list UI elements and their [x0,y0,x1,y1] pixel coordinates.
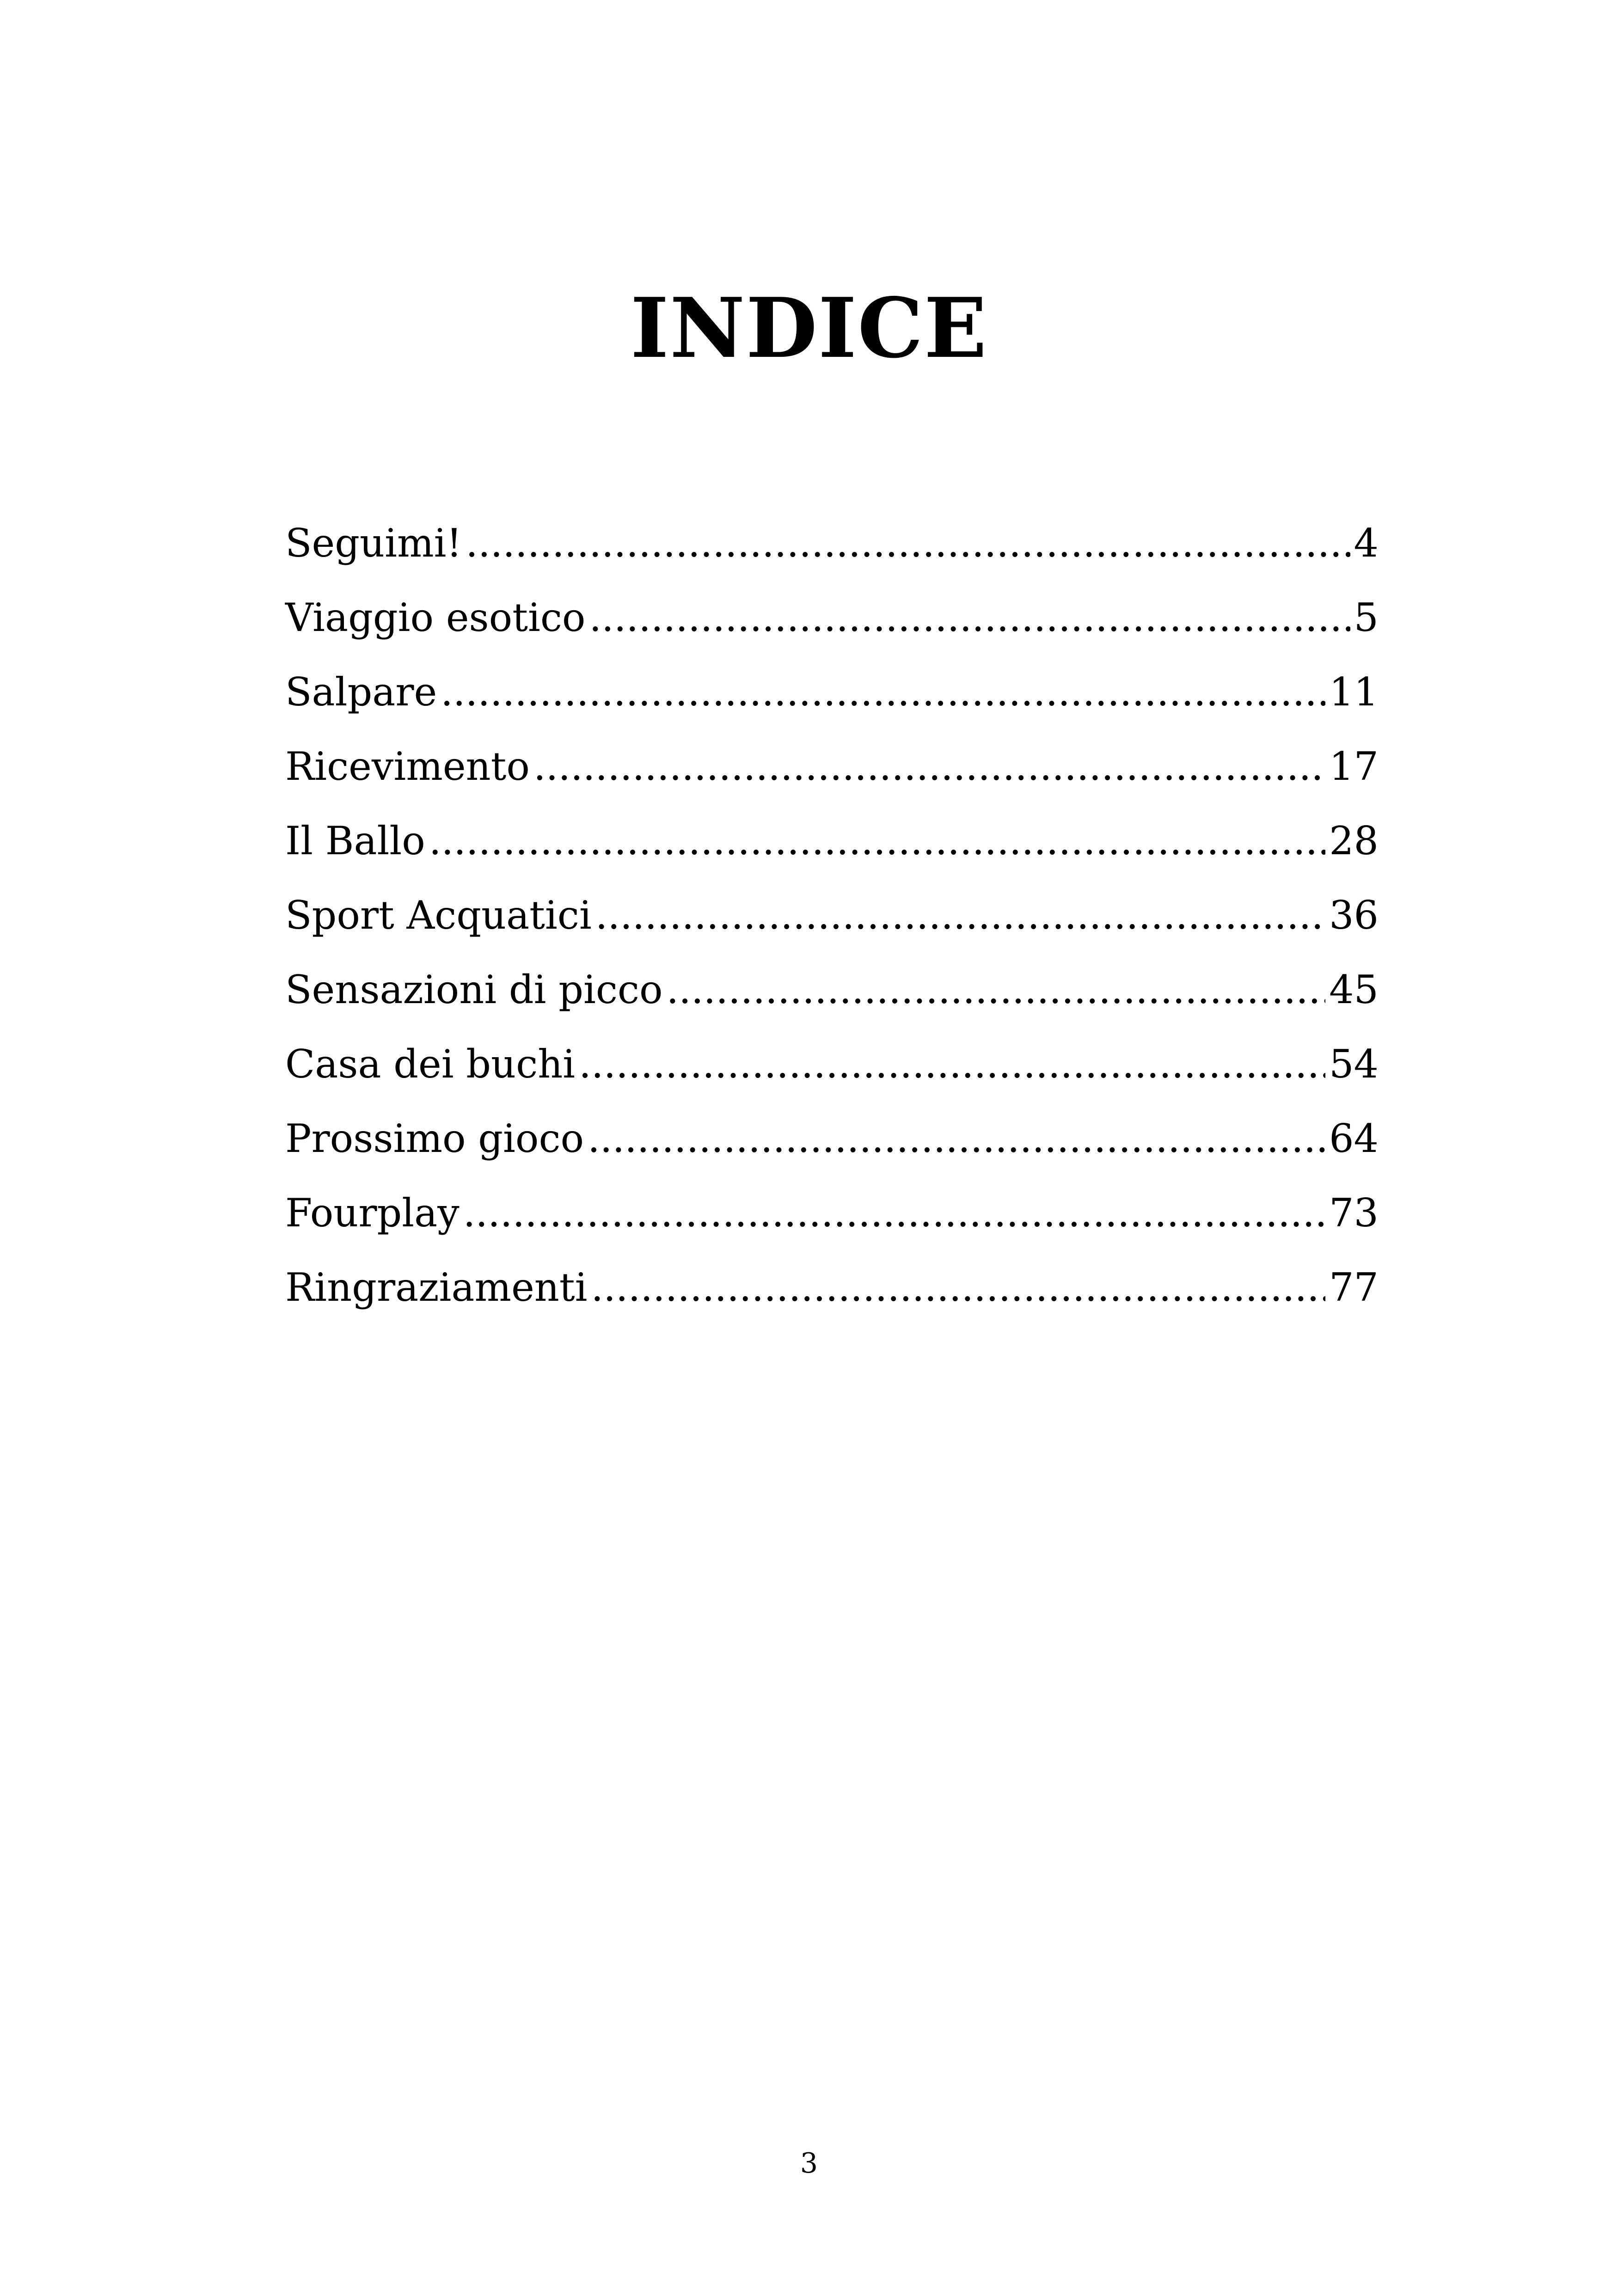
toc-entry-title: Casa dei buchi [285,1041,576,1087]
toc-entry-page: 36 [1329,893,1379,938]
toc-entry-page: 64 [1329,1116,1379,1161]
toc-entry[interactable] [285,804,1379,878]
toc-entry-page: 5 [1354,595,1379,640]
toc-dot-leader [441,655,1325,729]
toc-dot-leader [589,581,1350,655]
toc-dot-leader [533,729,1325,804]
page-title: INDICE [630,280,988,376]
toc-entry-title: Fourplay [285,1190,460,1236]
toc-entry-title: Sport Acquatici [285,893,592,938]
table-of-contents [285,506,1379,1325]
toc-entry[interactable] [285,581,1379,655]
toc-entry[interactable] [285,729,1379,804]
toc-entry[interactable] [285,506,1379,581]
toc-entry-page: 11 [1329,669,1379,715]
toc-dot-leader [667,953,1326,1027]
toc-dot-leader [579,1027,1325,1102]
toc-dot-leader [595,878,1325,953]
toc-entry-title: Salpare [285,669,437,715]
toc-entry[interactable] [285,878,1379,953]
toc-entry-page: 45 [1329,967,1379,1012]
toc-entry[interactable] [285,1102,1379,1176]
toc-entry-page: 73 [1329,1190,1379,1236]
toc-dot-leader [429,804,1325,878]
toc-entry-title: Ringraziamenti [285,1265,588,1310]
toc-dot-leader [591,1250,1326,1325]
toc-entry-title: Seguimi! [285,520,462,566]
page-number: 3 [800,2147,818,2180]
toc-entry[interactable] [285,953,1379,1027]
toc-entry[interactable] [285,655,1379,729]
toc-entry-page: 17 [1329,744,1379,789]
toc-entry-title: Ricevimento [285,744,530,789]
toc-entry-page: 4 [1354,520,1379,566]
toc-entry-title: Sensazioni di picco [285,967,663,1012]
toc-entry[interactable] [285,1250,1379,1325]
toc-dot-leader [588,1102,1325,1176]
toc-entry[interactable] [285,1176,1379,1250]
toc-entry-page: 54 [1329,1041,1379,1087]
toc-dot-leader [463,1176,1325,1250]
toc-entry-title: Il Ballo [285,818,425,863]
toc-entry-page: 28 [1329,818,1379,863]
toc-entry-title: Prossimo gioco [285,1116,584,1161]
toc-entry-page: 77 [1329,1265,1379,1310]
toc-dot-leader [466,506,1350,581]
toc-entry-title: Viaggio esotico [285,595,586,640]
toc-entry[interactable] [285,1027,1379,1102]
